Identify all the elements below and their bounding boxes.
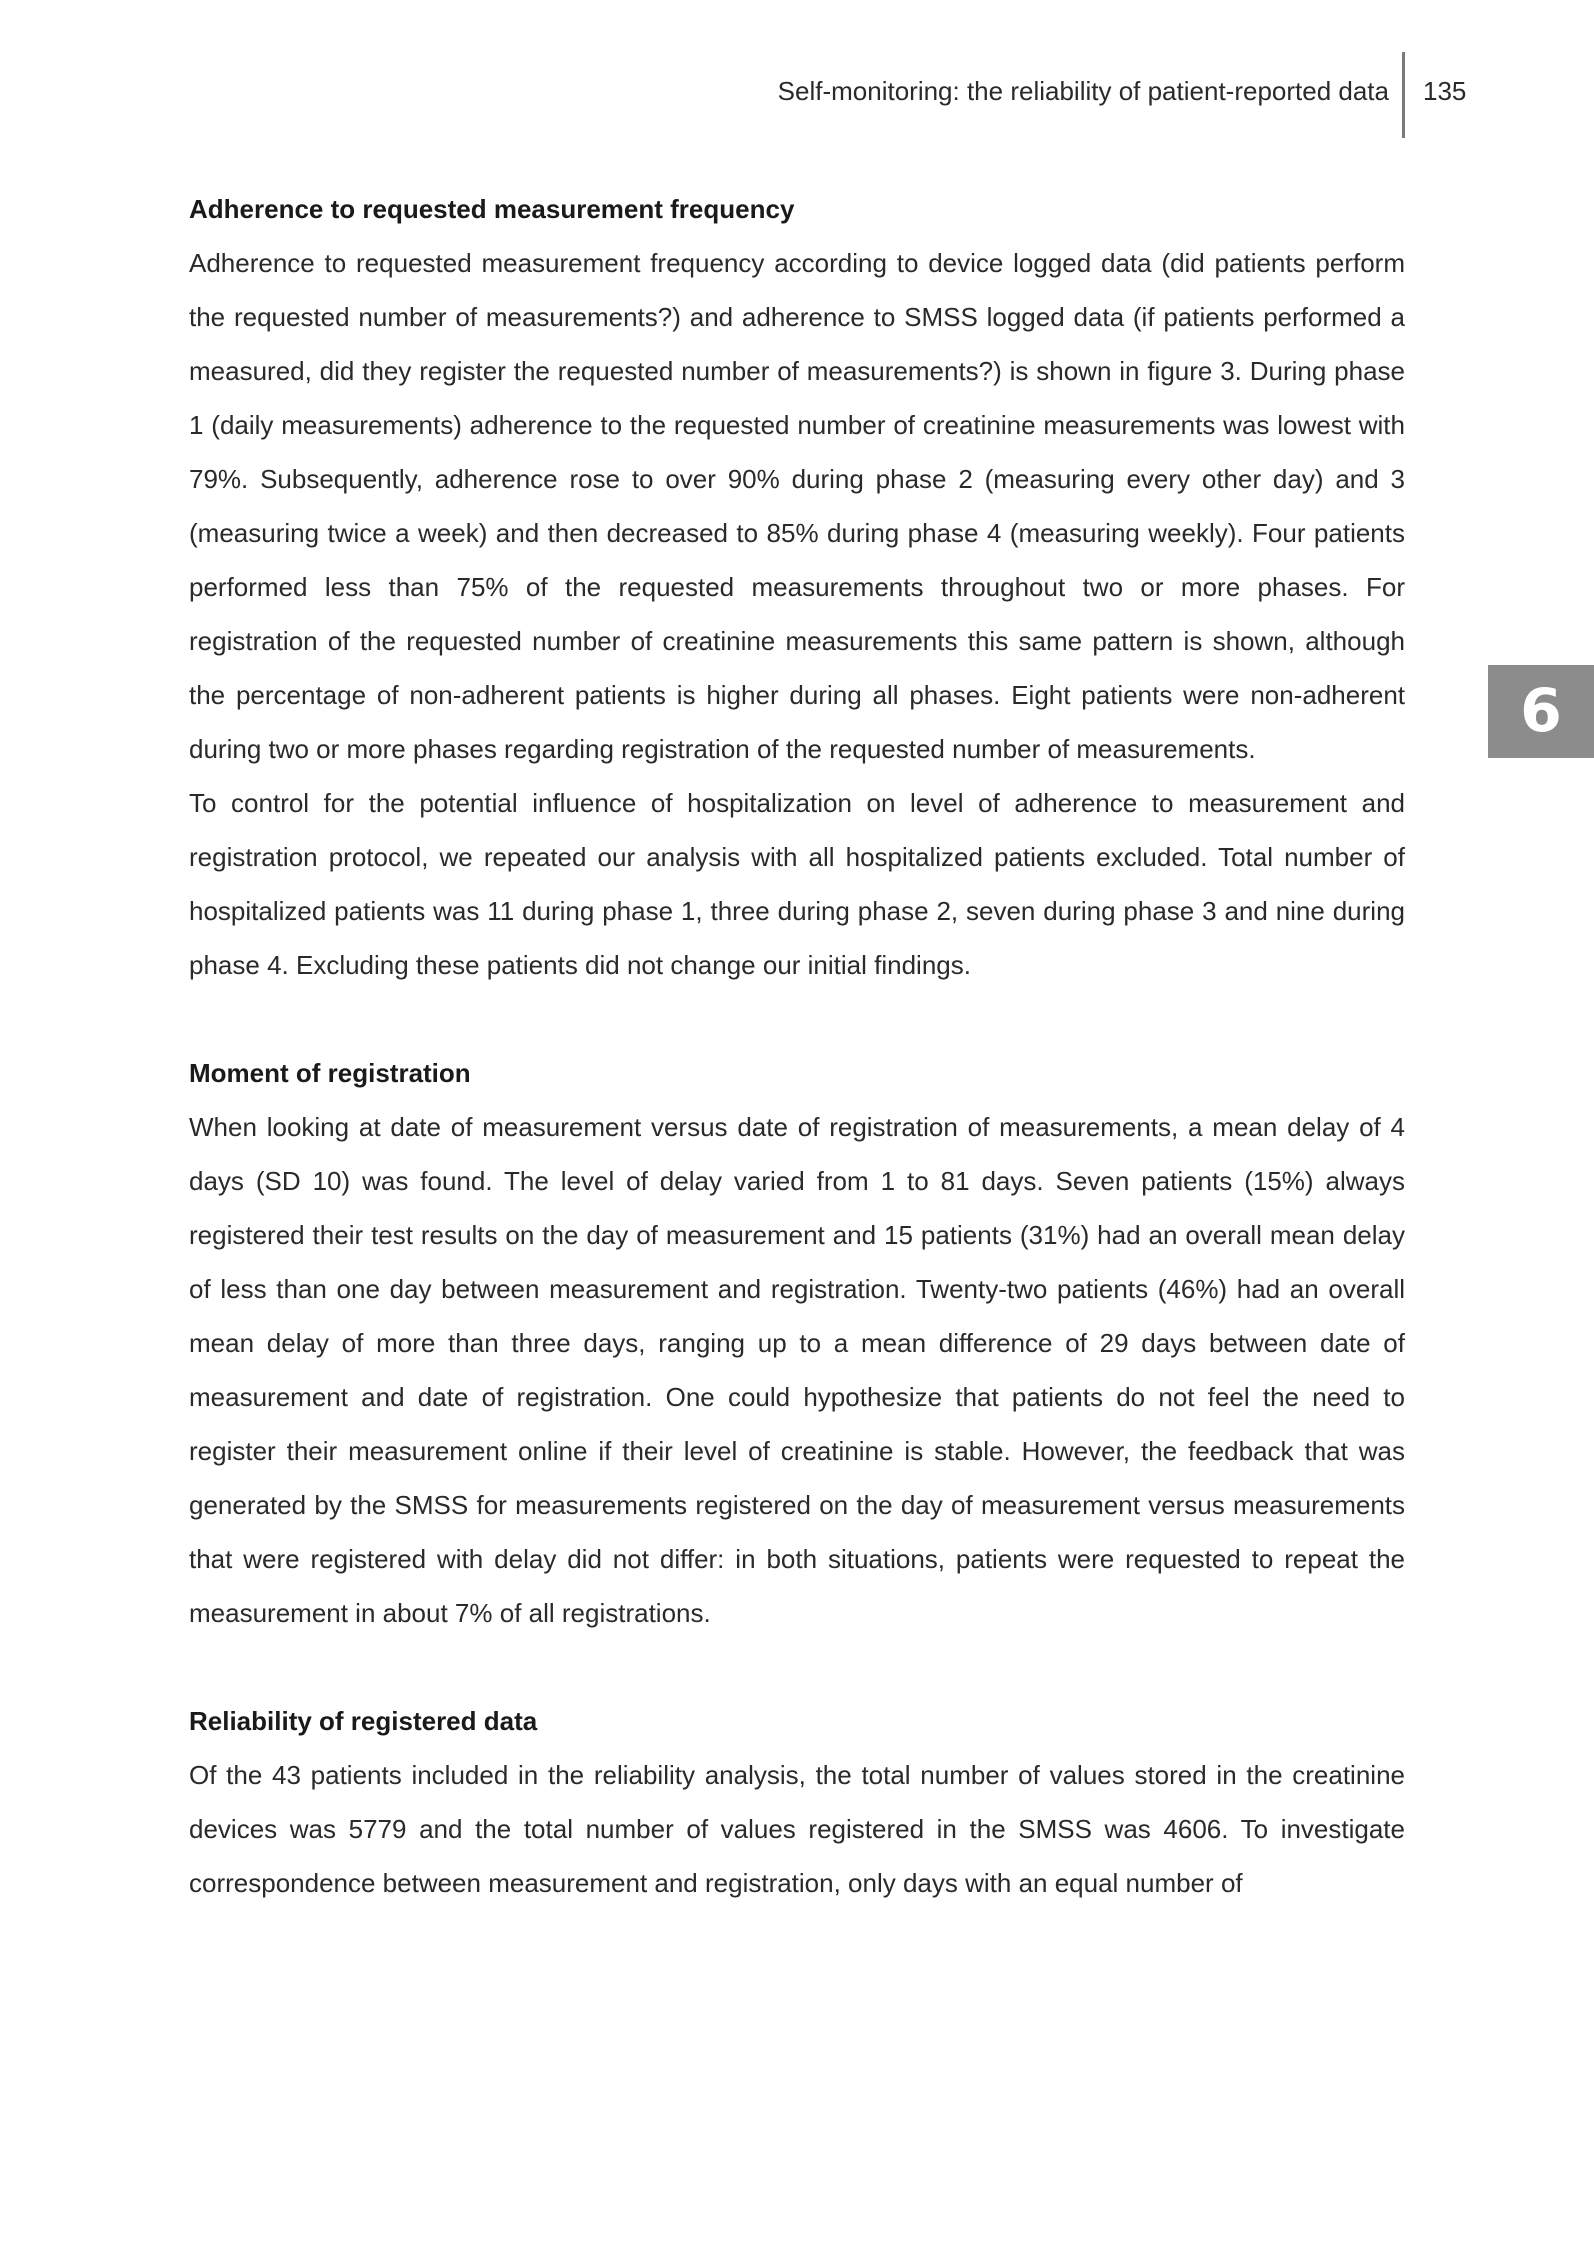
section-reliability <box>189 1694 1405 1910</box>
paragraph: To control for the potential influence of hospitalization on level of adherence to measurement and registration protocol, we repeated our analysis with all hospitalized patients excluded. Total number of hospitalized patients was 11 during phase 1, three during phase 2, seven during phase 3 and nine during phase 4. Excluding these patients did not change our initial findings. <box>189 788 1405 980</box>
chapter-tab: 6 <box>1488 665 1594 758</box>
section-moment-of-registration <box>189 1046 1405 1640</box>
page-number: 135 <box>1423 76 1467 106</box>
page-content <box>189 182 1405 1910</box>
section-heading: Moment of registration <box>189 1058 471 1088</box>
running-title: Self-monitoring: the reliability of patient-reported data <box>777 76 1389 106</box>
paragraph: When looking at date of measurement versus date of registration of measurements, a mean delay of 4 days (SD 10) was found. The level of delay varied from 1 to 81 days. Seven patients (15%) always registered their test results on the day of measurement and 15 patients (31%) had an overall mean delay of less than one day between measurement and registration. Twenty-two patients (46%) had an overall mean delay of more than three days, ranging up to a mean difference of 29 days between date of measurement and date of registration. One could hypothesize that patients do not feel the need to register their measurement online if their level of creatinine is stable. However, the feedback that was generated by the SMSS for measurements registered on the day of measurement versus measurements that were registered with delay did not differ: in both situations, patients were requested to repeat the measurement in about 7% of all registrations. <box>189 1112 1405 1628</box>
header-divider <box>1402 52 1405 138</box>
section-adherence <box>189 182 1405 992</box>
section-spacer <box>189 992 1405 1046</box>
section-spacer <box>189 1640 1405 1694</box>
section-heading: Reliability of registered data <box>189 1706 538 1736</box>
paragraph: Of the 43 patients included in the reliability analysis, the total number of values stored in the creatinine devices was 5779 and the total number of values registered in the SMSS was 4606. To investigate correspondence between measurement and registration, only days with an equal number of <box>189 1760 1405 1898</box>
paragraph: Adherence to requested measurement frequency according to device logged data (did patients perform the requested number of measurements?) and adherence to SMSS logged data (if patients performed a measured, did they register the requested number of measurements?) is shown in figure 3. During phase 1 (daily measurements) adherence to the requested number of creatinine measurements was lowest with 79%. Subsequently, adherence rose to over 90% during phase 2 (measuring every other day) and 3 (measuring twice a week) and then decreased to 85% during phase 4 (measuring weekly). Four patients performed less than 75% of the requested measurements throughout two or more phases. For registration of the requested number of creatinine measurements this same pattern is shown, although the percentage of non-adherent patients is higher during all phases. Eight patients were non-adherent during two or more phases regarding registration of the requested number of measurements. <box>189 248 1405 764</box>
section-heading: Adherence to requested measurement frequency <box>189 194 795 224</box>
running-header <box>0 72 1594 112</box>
